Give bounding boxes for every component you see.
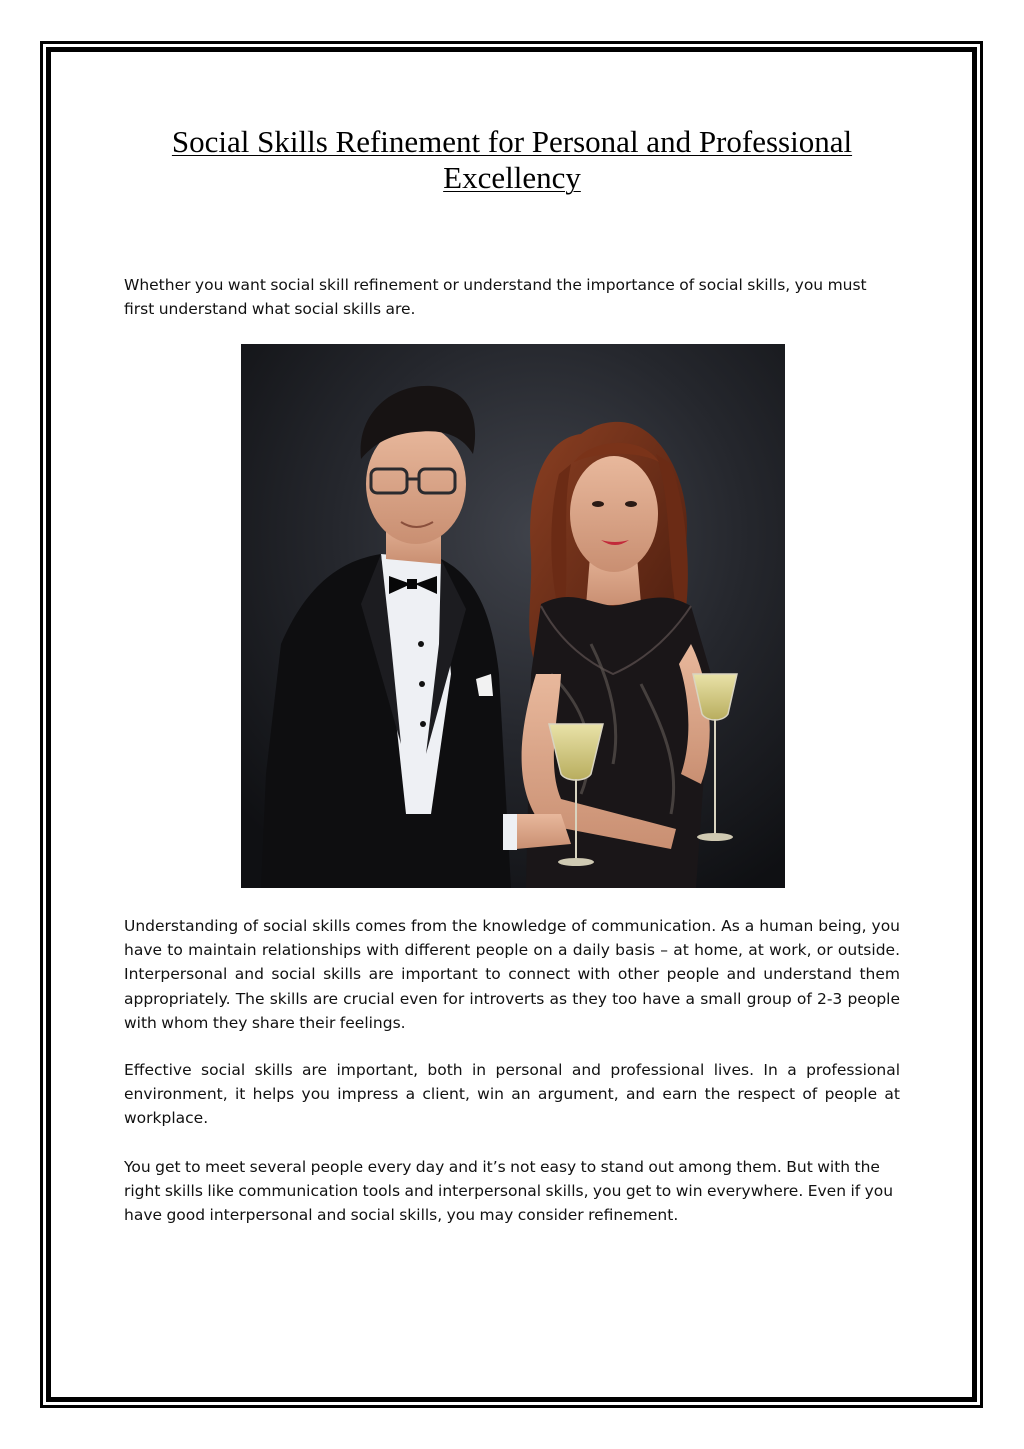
intro-paragraph: Whether you want social skill refinement or understand the importance of social skills, you must first understand what social skills are. xyxy=(124,276,867,319)
closing-paragraph: You get to meet several people every day and it’s not easy to stand out among them. But with the right skills like communication tools and interpersonal skills, you get to win everywhere. Even if you have good interpersonal and social skills, you may consider refinement. xyxy=(124,1158,894,1225)
effective-paragraph: Effective social skills are important, both in personal and professional lives. In a professional environment, it helps you impress a client, win an argument, and earn the respect of people at workplace. xyxy=(124,1061,900,1128)
understanding-paragraph: Understanding of social skills comes from the knowledge of communication. As a human being, you have to maintain relationships with different people on a daily basis – at home, at work, or outside. Interpersonal and social skills are important to connect with other people and understand them appropriately. The skills are crucial even for introverts as they too have a small group of 2-3 people with whom they share their feelings. xyxy=(124,917,900,1032)
couple-photo xyxy=(241,344,785,888)
document-title: Social Skills Refinement for Personal and Professional Excellency xyxy=(171,124,853,195)
couple-photo-illustration xyxy=(241,344,785,888)
